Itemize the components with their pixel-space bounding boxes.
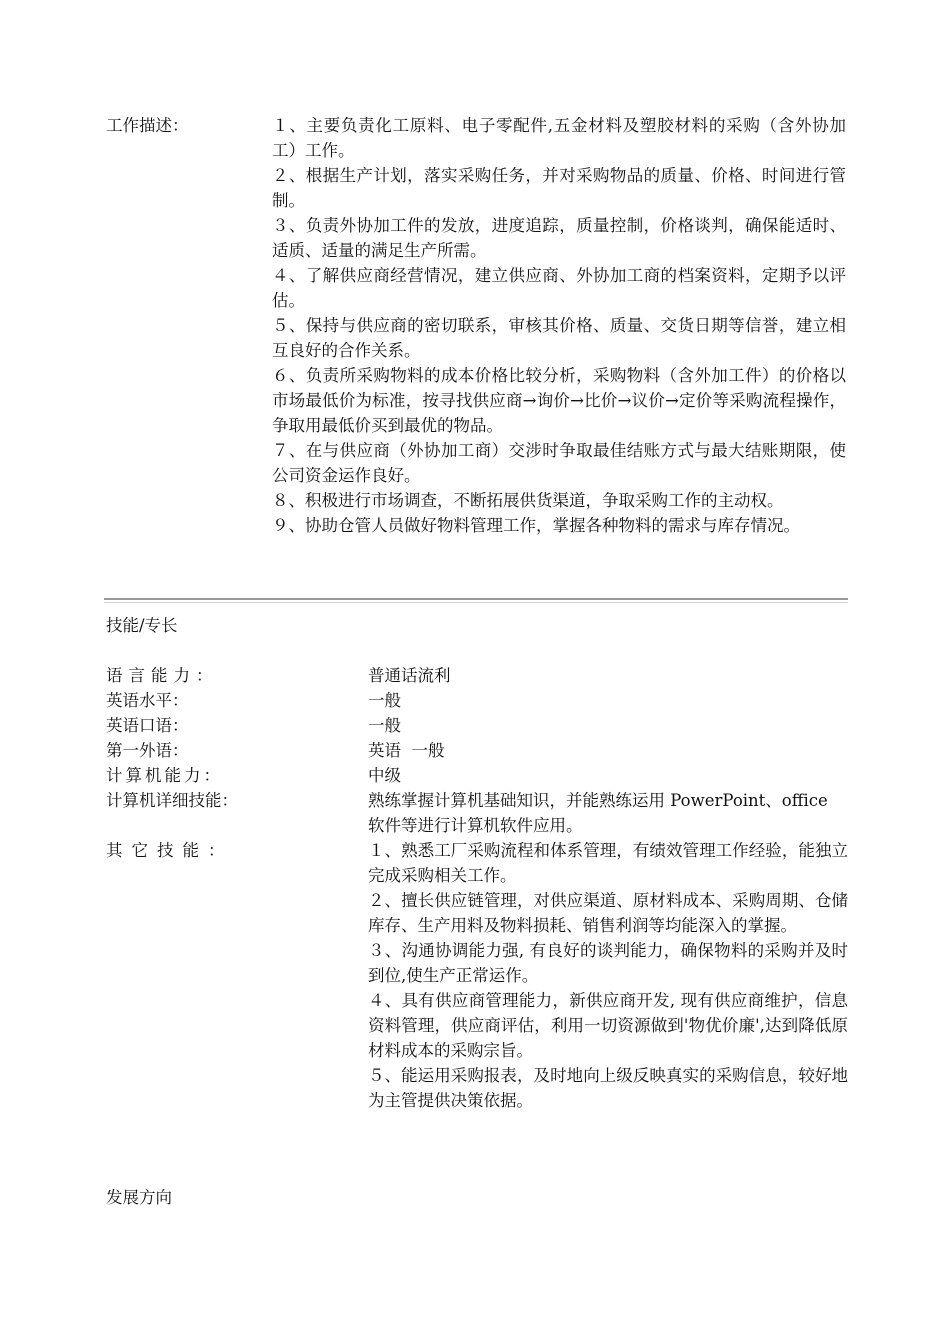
first-foreign-value: 英语 一般 — [368, 741, 445, 760]
other-skill-item-1: １、熟悉工厂采购流程和体系管理，有绩效管理工作经验，能独立完成采购相关工作。 — [368, 841, 848, 885]
development-section-title: 发展方向 — [106, 1188, 172, 1207]
skill-row-language — [106, 663, 848, 688]
other-skill-item-4: ４、具有供应商管理能力，新供应商开发, 现有供应商维护，信息资料管理，供应商评估，利用一切资源做到'物优价廉',达到降低原材料成本的采购宗旨。 — [368, 991, 848, 1060]
other-skill-item-5: ５、能运用采购报表，及时地向上级反映真实的采购信息，较好地为主管提供决策依据。 — [368, 1066, 848, 1110]
computer-detail-label: 计算机详细技能： — [106, 791, 238, 810]
skill-row-computer-detail — [106, 788, 848, 838]
english-level-label: 英语水平： — [106, 691, 189, 710]
skill-row-computer — [106, 763, 848, 788]
other-skills-label: 其它技能： — [106, 841, 234, 860]
work-item-3: ３、负责外协加工件的发放，进度追踪，质量控制，价格谈判，确保能适时、适质、适量的满足生产所需。 — [272, 216, 846, 260]
computer-label: 计算机能力： — [106, 766, 223, 785]
skill-row-other — [106, 838, 848, 1113]
english-oral-label: 英语口语： — [106, 716, 189, 735]
work-description-label: 工作描述： — [106, 116, 189, 135]
skill-row-english-oral — [106, 713, 848, 738]
section-divider — [104, 598, 848, 603]
computer-value: 中级 — [368, 766, 401, 785]
other-skill-item-2: ２、擅长供应链管理，对供应渠道、原材料成本、采购周期、仓储库存、生产用料及物料损耗、销售利润等均能深入的掌握。 — [368, 891, 848, 935]
first-foreign-label: 第一外语： — [106, 741, 189, 760]
other-skills-list — [368, 838, 848, 1113]
skill-row-first-foreign — [106, 738, 848, 763]
computer-detail-value: 熟练掌握计算机基础知识，并能熟练运用 PowerPoint、office 软件等进行计算机软件应用。 — [368, 791, 828, 835]
english-oral-value: 一般 — [368, 716, 401, 735]
work-item-2: ２、根据生产计划，落实采购任务，并对采购物品的质量、价格、时间进行管制。 — [272, 166, 846, 210]
work-item-1: １、主要负责化工原料、电子零配件,五金材料及塑胶材料的采购（含外协加工）工作。 — [272, 116, 846, 160]
skills-section-title: 技能/专长 — [106, 616, 178, 635]
other-skill-item-3: ３、沟通协调能力强, 有良好的谈判能力，确保物料的采购并及时到位,使生产正常运作。 — [368, 941, 848, 985]
work-item-6: ６、负责所采购物料的成本价格比较分析，采购物料（含外加工件）的价格以市场最低价为标准，按寻找供应商→询价→比价→议价→定价等采购流程操作，争取用最低价买到最优的物品。 — [272, 366, 846, 435]
work-item-8: ８、积极进行市场调查，不断拓展供货渠道，争取采购工作的主动权。 — [272, 491, 784, 510]
work-item-9: ９、协助仓管人员做好物料管理工作，掌握各种物料的需求与库存情况。 — [272, 516, 800, 535]
skills-table — [106, 663, 848, 1113]
work-item-4: ４、了解供应商经营情况，建立供应商、外协加工商的档案资料，定期予以评估。 — [272, 266, 846, 310]
work-description-list — [272, 113, 846, 538]
skill-row-english-level — [106, 688, 848, 713]
language-value: 普通话流利 — [368, 666, 451, 685]
work-item-5: ５、保持与供应商的密切联系，审核其价格、质量、交货日期等信誉，建立相互良好的合作关系。 — [272, 316, 846, 360]
english-level-value: 一般 — [368, 691, 401, 710]
work-item-7: ７、在与供应商（外协加工商）交涉时争取最佳结账方式与最大结账期限，使公司资金运作良好。 — [272, 441, 846, 485]
language-label: 语言能力： — [106, 666, 219, 685]
